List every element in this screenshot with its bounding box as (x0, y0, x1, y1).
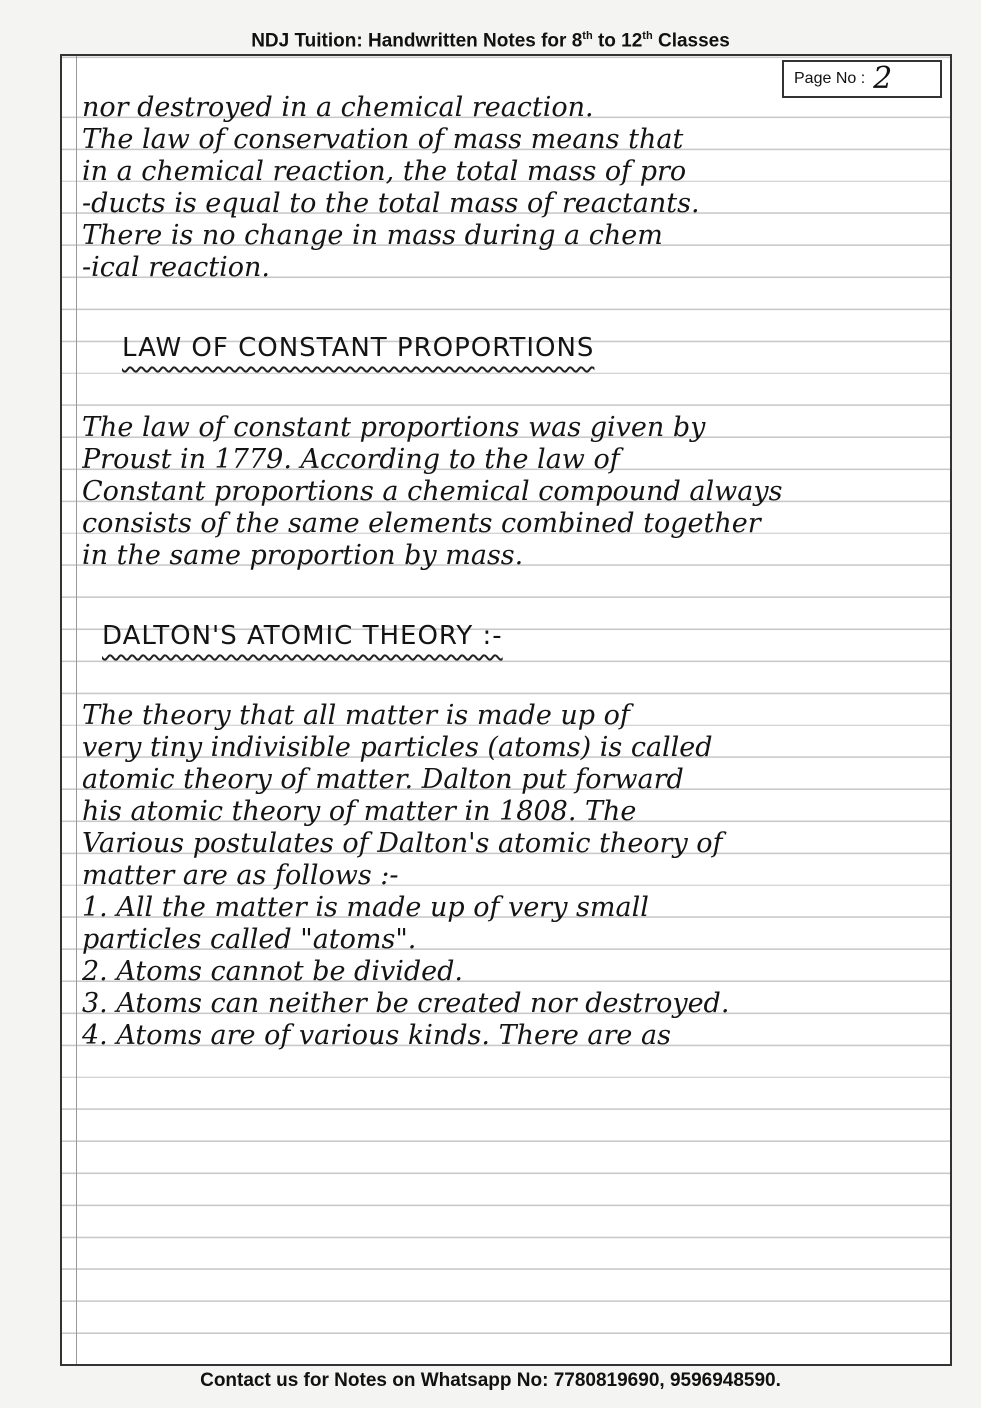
text-line: -ducts is equal to the total mass of reactants. (82, 188, 700, 219)
text-line: consists of the same elements combined together (82, 508, 761, 539)
text-line: -ical reaction. (82, 252, 271, 283)
header-title-mid: to 12 (592, 30, 643, 52)
text-line: matter are as follows :- (82, 860, 399, 891)
handwritten-content (82, 92, 940, 1052)
page-footer: Contact us for Notes on Whatsapp No: 7780819690, 9596948590. (200, 1370, 781, 1391)
header-sup-1: th (582, 30, 593, 42)
text-line: his atomic theory of matter in 1808. The (82, 796, 637, 827)
header-title-prefix: NDJ Tuition: Handwritten Notes for 8 (251, 30, 583, 52)
heading-daltons-atomic-theory: DALTON'S ATOMIC THEORY :- (102, 621, 503, 651)
text-line: very tiny indivisible particles (atoms) is called (82, 732, 713, 763)
notebook-sheet (60, 54, 952, 1366)
header-sup-2: th (642, 30, 653, 42)
text-line: in a chemical reaction, the total mass of pro (82, 156, 687, 187)
text-line: 4. Atoms are of various kinds. There are as (82, 1020, 671, 1051)
blank-line (82, 380, 940, 412)
text-line: atomic theory of matter. Dalton put forward (82, 764, 684, 795)
blank-line (82, 284, 940, 316)
text-line: The law of conservation of mass means that (82, 124, 684, 155)
text-line: 2. Atoms cannot be divided. (82, 956, 463, 987)
header-title-suffix: Classes (652, 30, 730, 52)
text-line: 3. Atoms can neither be created nor destroyed. (82, 988, 730, 1019)
text-line: Various postulates of Dalton's atomic theory of (82, 828, 723, 859)
heading-law-of-constant-proportions: LAW OF CONSTANT PROPORTIONS (122, 333, 595, 363)
blank-line (82, 572, 940, 604)
page-number-label: Page No : (794, 70, 866, 87)
text-line: There is no change in mass during a chem (82, 220, 663, 251)
text-line: Proust in 1779. According to the law of (82, 444, 620, 475)
text-line: particles called "atoms". (82, 924, 417, 955)
text-line: in the same proportion by mass. (82, 540, 524, 571)
text-line: The theory that all matter is made up of (82, 700, 630, 731)
text-line: 1. All the matter is made up of very small (82, 892, 649, 923)
margin-line (76, 56, 77, 1364)
blank-line (82, 668, 940, 700)
page-number: 2 (873, 61, 893, 96)
text-line: Constant proportions a chemical compound always (82, 476, 783, 507)
text-line: nor destroyed in a chemical reaction. (82, 92, 594, 123)
page-header (0, 30, 981, 52)
text-line: The law of constant proportions was given by (82, 412, 706, 443)
